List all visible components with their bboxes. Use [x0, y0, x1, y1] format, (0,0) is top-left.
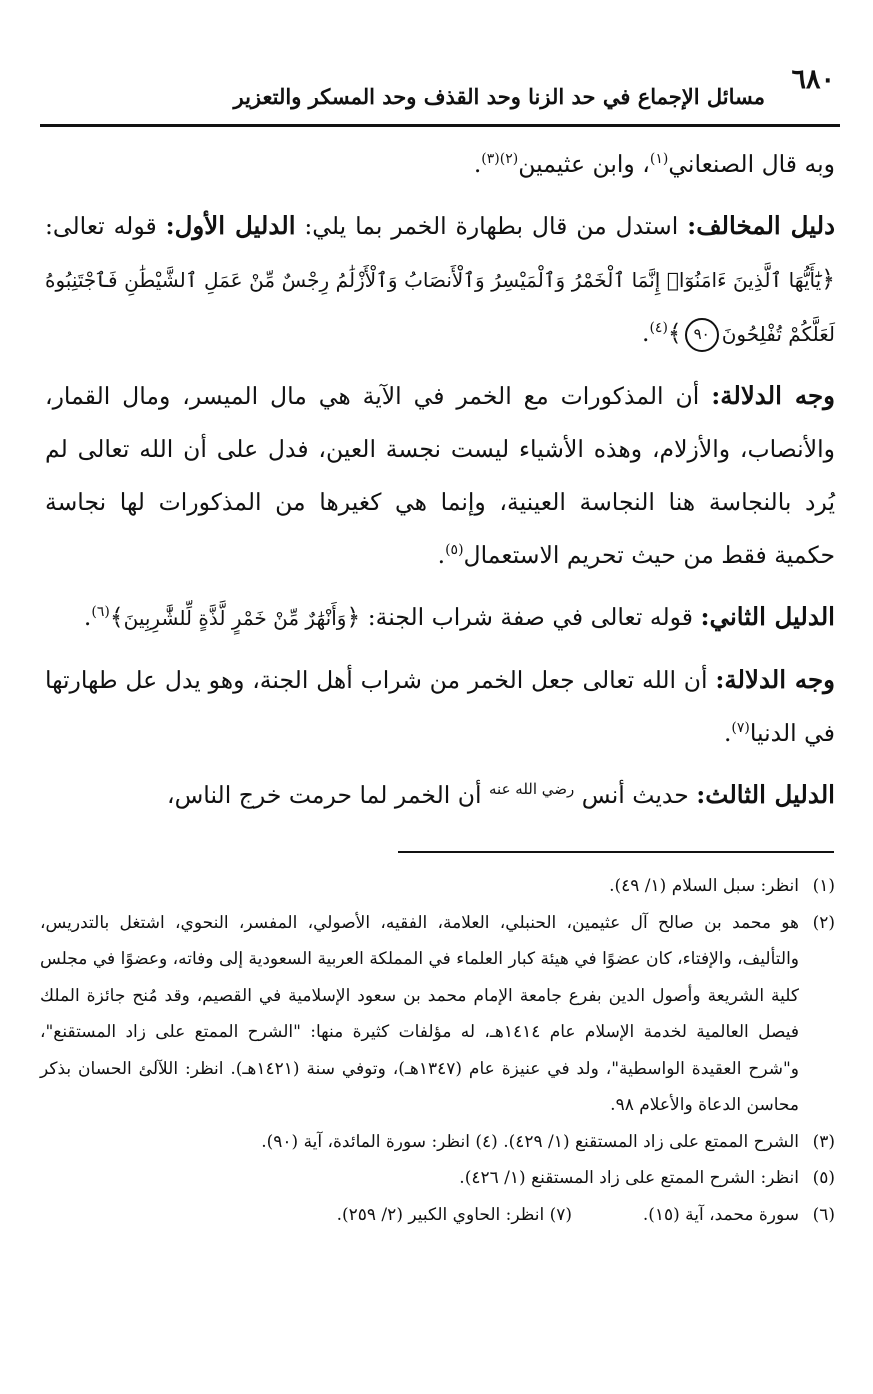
quran-verse: يَٰٓأَيُّهَا ٱلَّذِينَ ءَامَنُوٓا۟ إِنَّمَا ٱلْخَمْرُ وَٱلْمَيْسِرُ وَٱلْأَنصَابُ وَٱلْأَزْلَٰمُ رِجْسٌ مِّنْ عَمَلِ ٱلشَّيْطَٰنِ فَٱجْتَنِبُوهُ لَعَلَّكُمْ تُفْلِحُونَ [45, 268, 835, 346]
header-rule [40, 124, 840, 127]
section-label-inference: وجه الدلالة: [715, 665, 835, 694]
text: أن المذكورات مع الخمر في الآية هي مال الميسر، ومال القمار، والأنصاب، والأزلام، وهذه الأشياء ليست نجسة العين، فدل على أن الله تعالى لم يُرد بالنجاسة هنا النجاسة العينية، وإنما هي كغيرها من المذكورات لها نجاسة حكمية فقط من حيث تحريم الاستعمال [45, 382, 835, 569]
footnote-number: (٥) [812, 1168, 835, 1188]
footnote-number: (٤) [475, 1131, 498, 1152]
footnote-text: الشرح الممتع على زاد المستقنع (١/ ٤٢٩). [503, 1131, 799, 1152]
footnote-1 [40, 868, 835, 905]
footnote-ref-5: (٥) [445, 542, 464, 559]
footnote-number: (٧) [549, 1204, 572, 1225]
verse-close-ornament: ﴾ [109, 603, 124, 631]
footnote-ref-6: (٦) [91, 604, 110, 621]
verse-open-ornament: ﴿ [821, 265, 835, 293]
footnote-number: (٦) [812, 1204, 835, 1225]
honorific-mark: رضي الله عنه [489, 780, 575, 799]
footnote-ref-2-3: (٢)(٣) [481, 151, 519, 168]
section-label-evidence-3: الدليل الثالث: [696, 780, 835, 809]
text: ، وابن عثيمين [518, 150, 650, 178]
text: . [437, 541, 446, 569]
text: . [473, 150, 482, 178]
ayah-number-marker: ٩٠ [685, 318, 719, 352]
section-label-evidence-1: الدليل الأول: [165, 211, 296, 240]
text: . [723, 719, 732, 747]
footnote-number: (١) [812, 876, 835, 896]
paragraph-6 [45, 768, 835, 822]
footnote-separator [398, 851, 834, 853]
section-label-opponent: دليل المخالف: [687, 211, 835, 240]
text: . [83, 603, 92, 631]
text: أن الله تعالى جعل الخمر من شراب أهل الجنة، وهو يدل عل طهارتها في الدنيا [45, 666, 835, 747]
paragraph-4 [45, 590, 835, 645]
running-title: مسائل الإجماع في حد الزنا وحد القذف وحد المسكر والتعزير [233, 84, 765, 109]
text: قوله تعالى في صفة شراب الجنة: [360, 603, 701, 631]
footnote-3-4 [40, 1124, 835, 1161]
page-number: ٦٨٠ [791, 64, 835, 95]
footnote-2 [40, 905, 835, 1124]
footnote-text: انظر: سبل السلام (١/ ٤٩). [609, 876, 799, 896]
text: حديث أنس [574, 781, 697, 809]
text: . [641, 319, 650, 347]
page-header [55, 60, 835, 120]
footnotes [40, 868, 835, 1233]
footnote-5 [40, 1160, 835, 1197]
footnote-text: انظر: الشرح الممتع على زاد المستقنع (١/ ٤٢٦). [459, 1168, 799, 1188]
paragraph-1 [45, 138, 835, 191]
verse-open-ornament: ﴿ [346, 603, 361, 631]
footnote-text: سورة محمد، آية (١٥). [642, 1204, 799, 1225]
main-text [45, 138, 835, 830]
paragraph-5 [45, 653, 835, 760]
text: أن الخمر لما حرمت خرج الناس، [167, 781, 489, 809]
text: قوله تعالى: [45, 212, 166, 240]
text: وبه قال الصنعاني [668, 150, 835, 178]
verse-close-ornament: ﴾ [667, 319, 682, 347]
quran-verse: وَأَنْهَٰرٌ مِّنْ خَمْرٍ لَّذَّةٍ لِّلشَّٰرِبِينَ [123, 606, 347, 630]
paragraph-2 [45, 199, 835, 361]
footnote-6-7 [40, 1197, 835, 1234]
footnote-text: انظر: سورة المائدة، آية (٩٠). [261, 1131, 470, 1152]
footnote-text: هو محمد بن صالح آل عثيمين، الحنبلي، العلامة، الفقيه، الأصولي، المفسر، النحوي، اشتغل بالتدريس، والتأليف، والإفتاء، كان عضوًا في هيئة كبار العلماء في المملكة العربية السعودية إلى وفاته، وعضوًا في مجلس كلية الشريعة وأصول الدين بفرع جامعة الإمام محمد بن سعود الإسلامية في القصيم، وقد مُنح جائزة الملك فيصل العالمية لخدمة الإسلام عام ١٤١٤هـ، له مؤلفات كثيرة منها: "الشرح الممتع على زاد المستقنع"، و"شرح العقيدة الواسطية"، ولد في عنيزة عام (١٣٤٧هـ)، وتوفي سنة (١٤٢١هـ). انظر: اللآلئ الحسان بذكر محاسن الدعاة والأعلام ٩٨. [40, 912, 799, 1115]
section-label-inference: وجه الدلالة: [711, 381, 836, 410]
footnote-ref-1: (١) [649, 151, 669, 168]
text: استدل من قال بطهارة الخمر بما يلي: [295, 212, 688, 240]
section-label-evidence-2: الدليل الثاني: [700, 602, 835, 631]
footnote-text: انظر: الحاوي الكبير (٢/ ٢٥٩). [336, 1204, 545, 1225]
paragraph-3 [45, 369, 835, 582]
footnote-number: (٣) [812, 1131, 835, 1152]
footnote-number: (٢) [812, 912, 835, 933]
footnote-ref-7: (٧) [731, 720, 750, 737]
footnote-ref-4: (٤) [649, 320, 668, 337]
